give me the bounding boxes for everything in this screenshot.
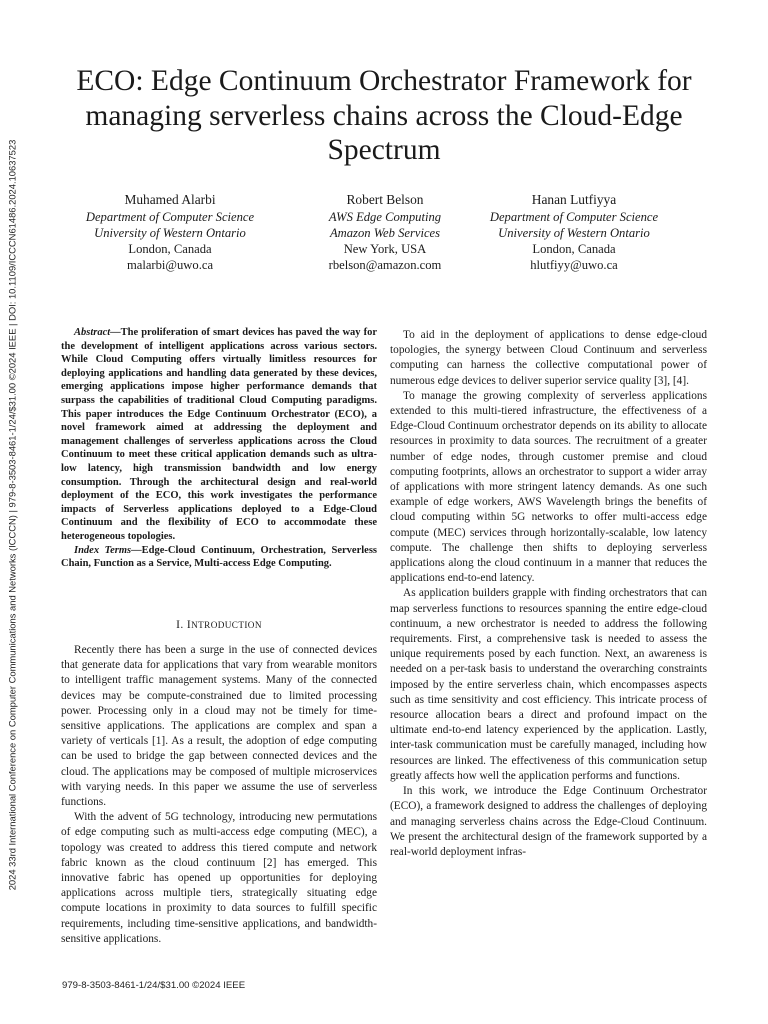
author-1 [60, 192, 280, 273]
body-paragraph: Recently there has been a surge in the use of connected devices that generate data for applications that vary from wearable monitors to intelligent traffic management systems. Many of the connected devices may be compute-constrained due to limited processing power. Processing only in a cloud may not be timely for time-sensitive applications. The applications are complex and span a variety of verticals [1]. As a result, the adoption of edge computing can be used to bridge the gap between connected devices and the cloud. The applications may be composed of multiple microservices with varying needs. In this paper we assume the use of serverless functions. [61, 643, 377, 808]
author-email: hlutfiyy@uwo.ca [530, 258, 618, 272]
index-terms-label: Index Terms [74, 544, 132, 556]
body-paragraph: To manage the growing complexity of serverless applications extended to this multi-tiered infrastructure, the effectiveness of a Edge-Cloud Continuum orchestrator depends on its ability to allocate resources in proximity to data sources. The recruitment of a greater number of edge nodes, through customer premise and cloud computing footprints, allows an orchestrator to support a wider array of applications with more stringent latency demands. As one such example of edge workers, AWS Wavelength brings the benefits of cloud computing within 5G networks to offer multi-access edge compute (MEC) services through horizontally-scalable, low latency compute. The challenge then shifts to deploying serverless applications along the cloud continuum in a manner that reduces the applications end-to-end latency. [390, 389, 707, 585]
paper-title: ECO: Edge Continuum Orchestrator Framework for managing serverless chains across the Cloud-Edge Spectrum [76, 65, 692, 166]
section-numeral: I. [176, 618, 187, 631]
body-paragraph: To aid in the deployment of applications to dense edge-cloud topologies, the synergy between Cloud Continuum and serverless computing can harness the collective computational power of numerous edge devices to deliver superior service quality [3], [4]. [390, 329, 707, 387]
index-terms [61, 544, 377, 571]
section-rest: NTRODUCTION [191, 619, 262, 630]
index-terms-text: —Edge-Cloud Continuum, Orchestration, Serverless Chain, Function as a Service, Multi-access Edge Computing. [61, 544, 377, 570]
copyright-footer: 979-8-3503-8461-1/24/$31.00 ©2024 IEEE [62, 980, 246, 991]
abstract-label: Abstract [74, 327, 111, 338]
abstract [61, 326, 377, 544]
author-email: rbelson@amazon.com [328, 258, 442, 272]
author-3 [464, 192, 684, 273]
author-name: Muhamed Alarbi [124, 192, 216, 207]
author-name: Robert Belson [346, 192, 424, 207]
sidebar-citation: 2024 33rd International Conference on Computer Communications and Networks (ICCCN) | 979-8-3503-8461-1/24/$31.00 ©2024 IEEE | DOI: 10.1109/ICCCN61486.2024.10637523 [6, 139, 18, 891]
author-org: Amazon Web Services [329, 226, 441, 240]
author-dept: Department of Computer Science [489, 210, 659, 224]
section-first-letter: I [186, 618, 192, 631]
author-dept: AWS Edge Computing [328, 210, 442, 224]
author-block [60, 192, 740, 282]
author-location: New York, USA [343, 242, 427, 256]
conference-sidebar [4, 130, 20, 900]
author-org: University of Western Ontario [94, 226, 246, 240]
right-column [390, 328, 707, 860]
body-paragraph: With the advent of 5G technology, introducing new permutations of edge computing such as multi-access edge computing (MEC), a topology was created to address this tiered compute and network fabric known as the cloud continuum [2] has emerged. This innovative fabric has opened up opportunities for deploying applications across multiple tiers, strategically situating edge compute locations in proximity to data sources to fulfill specific requirements, including time-sensitive applications, and bandwidth-sensitive applications. [61, 811, 377, 945]
author-name: Hanan Lutfiyya [531, 192, 617, 207]
abstract-text: —The proliferation of smart devices has paved the way for the development of intelligent applications across various sectors. While Cloud Computing offers virtually limitless resources for deploying applications and handling data generated by these devices, emerging applications impose higher performance demands that surpass the capabilities of traditional Cloud Computing paradigms. This paper introduces the Edge Continuum Orchestrator (ECO), a novel framework aimed at addressing the deployment and management challenges of serverless applications across the Cloud Continuum to meet these critical application demands such as ultra-low latency, high transmission bandwidth and low energy consumption. Through the architectural design and real-world deployment of the ECO, this work investigates the performance impacts of Serverless applications deployed to a Edge-Cloud Continuum and the flexibility of ECO to accommodate these heterogeneous topologies. [61, 327, 377, 542]
section-heading [61, 618, 377, 633]
body-paragraph: In this work, we introduce the Edge Continuum Orchestrator (ECO), a framework designed to address the challenges of deploying and managing serverless chains across the Edge-Cloud Continuum. We present the architectural design of the framework supported by a real-world deployment infras- [390, 785, 707, 858]
left-column [61, 326, 377, 947]
author-email: malarbi@uwo.ca [126, 258, 214, 272]
author-2 [275, 192, 495, 273]
author-location: London, Canada [128, 242, 212, 256]
author-location: London, Canada [532, 242, 616, 256]
body-paragraph: As application builders grapple with finding orchestrators that can map serverless functions to resources spanning the entire edge-cloud continuum, a new orchestrator is needed to address the following requirements. First, a comprehensive task is needed to assess the unique requirements posed by each function. Next, an awareness is needed on a per-task basis to understand the overarching constraints imposed by the entire serverless chain, which encompasses aspects such as time sensitivity and cost efficiency. This intricate process of resource allocation bears a direct and profound impact on the ultimate end-to-end latency experienced by the application. Lastly, inter-task communication must be carefully managed, including how resources are linked. The effectiveness of this communication setup greatly affects how well the application performs and functions. [390, 587, 707, 782]
author-dept: Department of Computer Science [85, 210, 255, 224]
author-org: University of Western Ontario [498, 226, 650, 240]
